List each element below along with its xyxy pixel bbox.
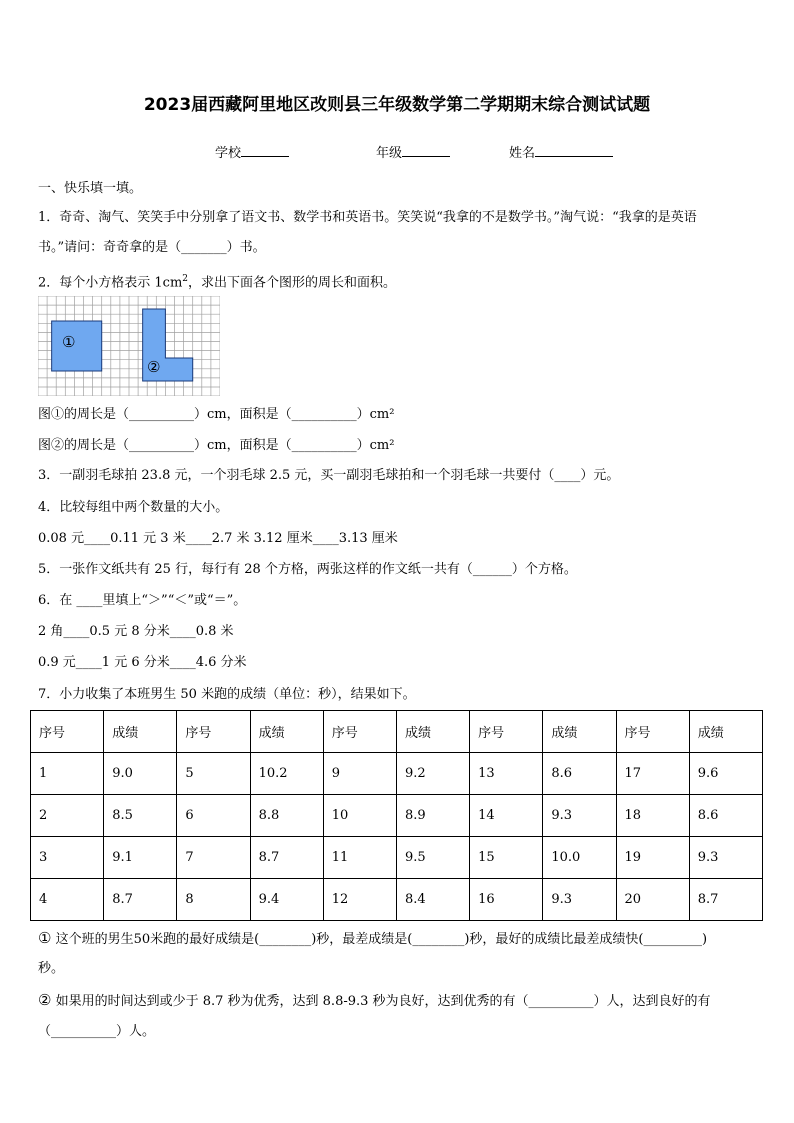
table-header-cell: 成绩 (396, 711, 469, 753)
table-row (31, 753, 763, 795)
question-6-text: 6．在 ____里填上“＞”“＜”或“＝”。 (38, 593, 247, 608)
question-7-text: 7．小力收集了本班男生 50 米跑的成绩（单位：秒），结果如下。 (38, 687, 416, 702)
table-cell: 9.3 (543, 795, 616, 837)
table-cell: 14 (470, 795, 543, 837)
table-header-cell: 成绩 (250, 711, 323, 753)
question-7-sub-2-line-2: （__________）人。 (38, 1024, 156, 1039)
table-header-cell: 序号 (31, 711, 104, 753)
question-7-sub-1-line-2: 秒。 (38, 961, 65, 976)
table-row (31, 837, 763, 879)
table-cell: 8.6 (689, 795, 762, 837)
table-header-cell: 序号 (616, 711, 689, 753)
question-2-answer-2: 图②的周长是（__________）cm，面积是（__________）cm² (38, 438, 395, 453)
table-cell: 5 (177, 753, 250, 795)
sub-2-marker: ② (38, 991, 52, 1009)
school-blank[interactable] (241, 144, 289, 157)
question-5: 5．一张作文纸共有 25 行，每行有 28 个方格，两张这样的作文纸一共有（______）个方格。 (38, 562, 577, 577)
table-cell: 12 (323, 879, 396, 921)
table-cell: 13 (470, 753, 543, 795)
table-header-cell: 序号 (177, 711, 250, 753)
question-2-answer-1: 图①的周长是（__________）cm，面积是（__________）cm² (38, 407, 395, 422)
table-cell: 16 (470, 879, 543, 921)
table-cell: 6 (177, 795, 250, 837)
table-header-cell: 成绩 (543, 711, 616, 753)
figure-1-square (52, 321, 102, 371)
table-cell: 15 (470, 837, 543, 879)
grade-blank[interactable] (402, 144, 450, 157)
name-label: 姓名 (509, 146, 536, 161)
table-header-cell: 成绩 (104, 711, 177, 753)
question-2-sup: 2 (182, 274, 189, 284)
section-heading: 一、快乐填一填。 (38, 181, 143, 196)
table-row (31, 879, 763, 921)
question-2-prefix: 2．每个小方格表示 1cm (38, 275, 183, 291)
question-2-suffix: ，求出下面各个图形的周长和面积。 (188, 275, 397, 291)
score-table (30, 710, 763, 921)
name-field (509, 142, 613, 161)
question-2-text (38, 271, 396, 291)
table-cell: 7 (177, 837, 250, 879)
question-1-line-2: 书。”请问：奇奇拿的是（_______）书。 (38, 240, 266, 255)
table-cell: 8 (177, 879, 250, 921)
question-7-sub-1-line-1 (38, 930, 707, 948)
question-3: 3．一副羽毛球拍 23.8 元，一个羽毛球 2.5 元，买一副羽毛球拍和一个羽毛球一共要付（____）元。 (38, 468, 620, 483)
table-cell: 9.2 (396, 753, 469, 795)
grade-field (376, 142, 450, 161)
table-header-cell: 成绩 (689, 711, 762, 753)
school-label: 学校 (215, 146, 242, 161)
table-header-row (31, 711, 763, 753)
question-7-sub-2-line-1 (38, 992, 711, 1010)
question-1-line-1: 1．奇奇、淘气、笑笑手中分别拿了语文书、数学书和英语书。笑笑说“我拿的不是数学书。”淘气说：“我拿的是英语 (38, 210, 697, 225)
table-cell: 20 (616, 879, 689, 921)
sub-2-text: 如果用的时间达到或少于 8.7 秒为优秀，达到 8.8-9.3 秒为良好，达到优秀的有（__________）人，达到良好的有 (55, 994, 711, 1009)
grade-label: 年级 (376, 146, 403, 161)
sub-1-marker: ① (38, 929, 52, 947)
table-cell: 17 (616, 753, 689, 795)
table-cell: 9.0 (104, 753, 177, 795)
table-cell: 8.9 (396, 795, 469, 837)
sub-1-text: 这个班的男生50米跑的最好成绩是(________)秒，最差成绩是(________)秒，最好的成绩比最差成绩快(_________) (55, 932, 708, 947)
table-cell: 9 (323, 753, 396, 795)
question-6-row-2: 0.9 元____1 元 6 分米____4.6 分米 (38, 655, 247, 670)
table-cell: 9.3 (543, 879, 616, 921)
page-title: 2023届西藏阿里地区改则县三年级数学第二学期期末综合测试试题 (143, 95, 651, 115)
table-cell: 9.6 (689, 753, 762, 795)
table-cell: 8.8 (250, 795, 323, 837)
question-6-row-1: 2 角____0.5 元 8 分米____0.8 米 (38, 624, 234, 639)
table-cell: 9.3 (689, 837, 762, 879)
grid-figure (38, 296, 220, 396)
table-cell: 8.5 (104, 795, 177, 837)
table-cell: 9.1 (104, 837, 177, 879)
table-cell: 8.4 (396, 879, 469, 921)
table-cell: 10.2 (250, 753, 323, 795)
table-cell: 3 (31, 837, 104, 879)
table-cell: 8.7 (689, 879, 762, 921)
table-header-cell: 序号 (470, 711, 543, 753)
name-blank[interactable] (535, 144, 613, 157)
table-cell: 10.0 (543, 837, 616, 879)
table-cell: 4 (31, 879, 104, 921)
table-cell: 9.5 (396, 837, 469, 879)
table-cell: 10 (323, 795, 396, 837)
table-cell: 8.6 (543, 753, 616, 795)
school-field (215, 142, 289, 161)
table-cell: 8.7 (104, 879, 177, 921)
table-cell: 11 (323, 837, 396, 879)
table-cell: 2 (31, 795, 104, 837)
table-cell: 9.4 (250, 879, 323, 921)
figure-1-label: ① (62, 333, 76, 351)
question-4-row: 0.08 元____0.11 元 3 米____2.7 米 3.12 厘米____3.13 厘米 (38, 531, 398, 546)
table-cell: 18 (616, 795, 689, 837)
table-cell: 19 (616, 837, 689, 879)
question-4-text: 4．比较每组中两个数量的大小。 (38, 500, 229, 515)
table-row (31, 795, 763, 837)
table-cell: 8.7 (250, 837, 323, 879)
table-cell: 1 (31, 753, 104, 795)
table-header-cell: 序号 (323, 711, 396, 753)
figure-2-label: ② (147, 358, 161, 376)
